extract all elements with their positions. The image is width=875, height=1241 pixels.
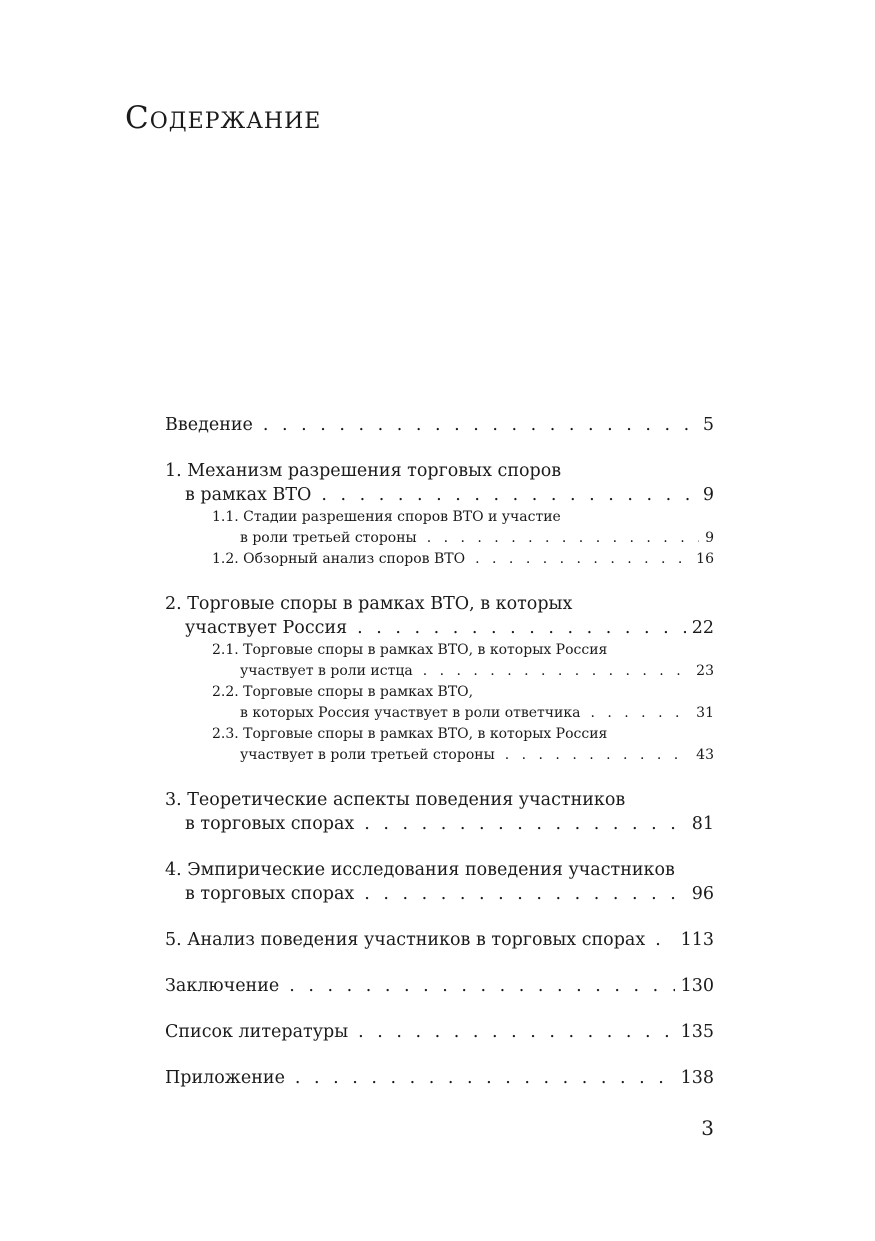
dot-leader — [655, 928, 674, 952]
page-title: Содержание — [125, 100, 322, 136]
toc-entry-title-cont: участвует в роли истца — [240, 663, 413, 679]
toc-entry-title: 1.1. Стадии разрешения споров ВТО и участие — [212, 509, 561, 525]
toc-entry-page: 135 — [680, 1022, 714, 1042]
dot-leader — [263, 413, 697, 437]
dot-leader — [590, 703, 690, 724]
toc-entry-title: 1.2. Обзорный анализ споров ВТО — [212, 551, 466, 567]
toc-entry-title-cont: в которых Россия участвует в роли ответчика — [240, 705, 581, 721]
toc-entry-title: Приложение — [165, 1068, 285, 1088]
dot-leader — [289, 974, 674, 998]
toc-entry-page: 23 — [696, 663, 714, 679]
toc-entry-title-cont: в торговых спорах — [185, 814, 355, 834]
toc-entry-title: Введение — [165, 415, 253, 435]
toc-entry-section-2-1[interactable] — [165, 640, 714, 682]
toc-entry-title-cont: участвует Россия — [185, 618, 348, 638]
toc-entry-references[interactable] — [165, 1020, 714, 1044]
toc-entry-page: 96 — [691, 884, 714, 904]
toc-entry-section-1-1[interactable] — [165, 507, 714, 549]
toc-entry-page: 43 — [696, 747, 714, 763]
toc-entry-title: 4. Эмпирические исследования поведения участников — [165, 860, 675, 880]
toc-entry-page: 138 — [680, 1068, 714, 1088]
dot-leader — [364, 812, 685, 836]
dot-leader — [358, 1020, 674, 1044]
toc-entry-chapter-4[interactable] — [165, 858, 714, 906]
dot-leader — [423, 661, 690, 682]
toc-entry-page: 22 — [691, 618, 714, 638]
toc-entry-page: 31 — [696, 705, 714, 721]
dot-leader — [475, 549, 690, 570]
dot-leader — [295, 1066, 675, 1090]
toc-entry-title: 2.1. Торговые споры в рамках ВТО, в которых Россия — [212, 642, 608, 658]
toc-entry-conclusion[interactable] — [165, 974, 714, 998]
toc-entry-title-cont: в роли третьей стороны — [240, 530, 417, 546]
table-of-contents — [165, 413, 714, 1090]
toc-entry-title: 2.3. Торговые споры в рамках ВТО, в которых Россия — [212, 726, 608, 742]
toc-entry-page: 81 — [691, 814, 714, 834]
dot-leader — [357, 616, 686, 640]
dot-leader — [321, 483, 697, 507]
toc-entry-page: 16 — [696, 551, 714, 567]
toc-entry-page: 130 — [680, 976, 714, 996]
toc-entry-section-1-2[interactable] — [165, 549, 714, 570]
dot-leader — [505, 745, 690, 766]
dot-leader — [364, 882, 685, 906]
toc-entry-title: 1. Механизм разрешения торговых споров — [165, 461, 562, 481]
toc-entry-title-cont: в торговых спорах — [185, 884, 355, 904]
toc-entry-title-cont: участвует в роли третьей стороны — [240, 747, 495, 763]
toc-entry-title-cont: в рамках ВТО — [185, 485, 312, 505]
toc-entry-chapter-2[interactable] — [165, 592, 714, 640]
toc-entry-page: 9 — [705, 530, 714, 546]
toc-entry-title: Заключение — [165, 976, 280, 996]
toc-entry-title: 2. Торговые споры в рамках ВТО, в которых — [165, 594, 573, 614]
toc-entry-chapter-1[interactable] — [165, 459, 714, 507]
toc-entry-appendix[interactable] — [165, 1066, 714, 1090]
toc-entry-title: Список литературы — [165, 1022, 349, 1042]
toc-entry-title: 3. Теоретические аспекты поведения участников — [165, 790, 626, 810]
toc-entry-page: 9 — [702, 485, 714, 505]
page-number: 3 — [701, 1116, 714, 1140]
toc-entry-page: 5 — [702, 415, 714, 435]
toc-entry-title: 5. Анализ поведения участников в торговых спорах — [165, 930, 646, 950]
toc-entry-page: 113 — [680, 930, 714, 950]
toc-entry-intro[interactable] — [165, 413, 714, 437]
toc-entry-section-2-3[interactable] — [165, 724, 714, 766]
toc-entry-chapter-3[interactable] — [165, 788, 714, 836]
dot-leader — [427, 528, 699, 549]
toc-entry-title: 2.2. Торговые споры в рамках ВТО, — [212, 684, 474, 700]
toc-entry-section-2-2[interactable] — [165, 682, 714, 724]
toc-entry-chapter-5[interactable] — [165, 928, 714, 952]
